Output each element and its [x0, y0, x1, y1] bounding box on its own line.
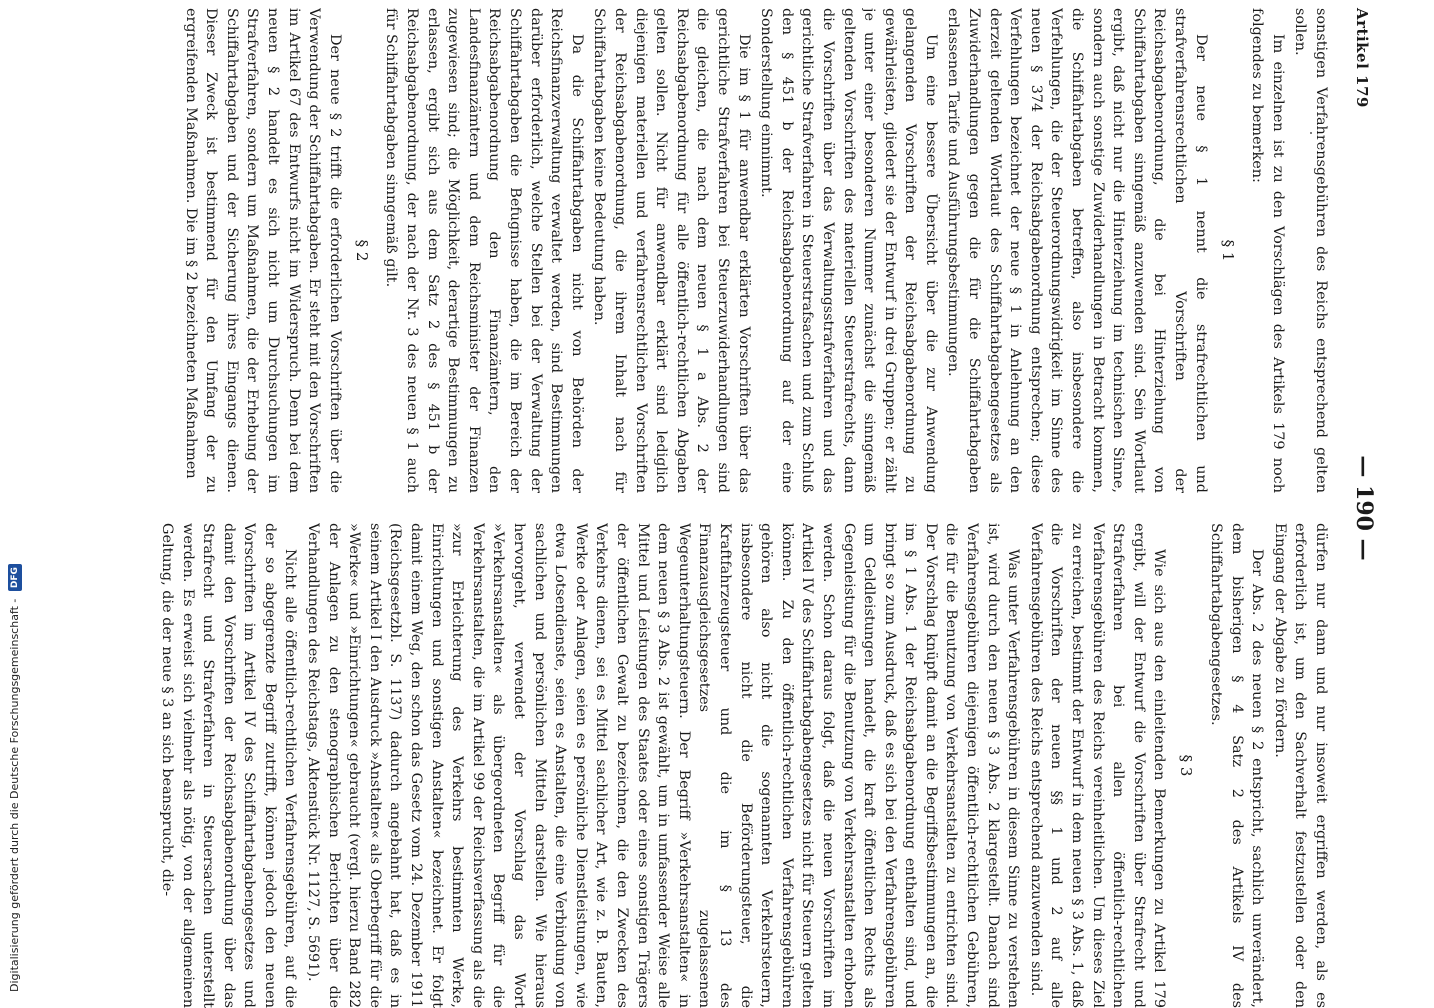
- section-heading: § 2: [352, 239, 371, 262]
- page-number: — 190 —: [1351, 455, 1377, 561]
- digitization-text: Digitalisierung gefördert durch die Deutsche Forschungsgemeinschaft -: [8, 598, 21, 992]
- right-column: [151, 523, 1331, 1008]
- paragraph: Wie sich aus den einleitenden Bemerkungen zu Artikel 179 ergibt, will der Entwurf die Vorschriften über Strafrecht und Strafverfahren bei allen öffentlich-rechtlichen Verfahrensgebühren des Reichs vereinheitlichen. Um dieses Ziel zu erreichen, bestimmt der Entwurf in dem neuen § 3 Abs. 1, daß die Vorschriften der neuen §§ 1 und 2 auf alle Verfahrensgebühren des Reichs entsprechend anzuwenden sind.: [1027, 523, 1168, 1008]
- paragraph: Die im § 1 für anwendbar erklärten Vorschriften über das gerichtliche Strafverfahren bei Steuerzuwiderhandlungen sind die gleichen, die nach dem neuen § 1 a Abs. 2 der Reichsabgabenordnung für alle öffentlich-rechtlichen Abgaben gelten sollen. Nicht für anwendbar erklärt sind lediglich diejenigen materiellen und verfahrensrechtlichen Vorschriften der Reichsabgabenordnung, die ihrem Inhalt nach für Schiffahrtabgaben keine Bedeutung haben.: [591, 8, 752, 493]
- paragraph: sonstigen Verfahrensgebühren des Reichs entsprechend gelten sollen.: [1292, 8, 1329, 493]
- section-heading: § 3: [1177, 754, 1196, 777]
- digitization-notice: [4, 0, 26, 992]
- paragraph: Der neue § 2 trifft die erforderlichen Vorschriften über die Verwendung der Schiffahrtabgaben. Er steht mit den Vorschriften im Artikel 67 des Entwurfs nicht im Widerspruch. Denn bei dem neuen § 2 handelt es sich nicht um Durchsuchungen im Strafverfahren, sondern um Maßnahmen, die der Erhebung der Schiffahrtabgaben und der Sicherung ihres Eingangs dienen. Dieser Zweck ist bestimmend für den Umfang der zu ergreifenden Maßnahmen. Die im § 2 bezeichneten Maßnahmen: [182, 8, 343, 493]
- paragraph: dürfen nur dann und nur insoweit ergriffen werden, als es erforderlich ist, um den Sachverhalt festzustellen oder den Eingang der Abgabe zu fördern.: [1271, 523, 1329, 1008]
- paragraph: Der neue § 1 nennt die strafrechtlichen und strafverfahrensrechtlichen Vorschriften der Reichsabgabenordnung, die bei Hinterziehung von Schiffahrtabgaben sinngemäß anzuwenden sind. Sein Wortlaut ergibt, daß nicht nur die Hinterziehung im technischen Sinne, sondern auch sonstige Zuwiderhandlungen in Betracht kommen, die Schiffahrtabgaben betreffen, also insbesondere die Verfehlungen, die der Steuerordnungswidrigkeit im Sinne des neuen § 374 der Reichsabgabenordnung entsprechen; diese Verfehlungen bezeichnet der neue § 1 in Anlehnung an den derzeit geltenden Wortlaut des Schiffahrtabgabengesetzes als Zuwiderhandlungen gegen die für die Schiffahrtabgaben erlassenen Tarife und Ausführungsbestimmungen.: [945, 8, 1209, 493]
- paragraph: Was unter Verfahrensgebühren in diesem Sinne zu verstehen ist, wird durch den neuen § 3 Abs. 2 klargestellt. Danach sind Verfahrensgebühren diejenigen öffentlich-rechtlichen Gebühren, die für die Benutzung von Verkehrsanstalten zu entrichten sind. Der Vorschlag knüpft damit an die Begriffsbestimmungen an, die im § 1 Abs. 1 der Reichsabgabenordnung enthalten sind, und bringt so zum Ausdruck, daß es sich bei den Verfahrensgebühren um Geldleistungen handelt, die kraft öffentlichen Rechts als Gegenleistung für die Benutzung von Verkehrsanstalten erhoben werden. Schon daraus folgt, daß die neuen Vorschriften im Artikel IV des Schiffahrtabgabengesetzes nicht für Steuern gelten können. Zu den öffentlich-rechtlichen Verfahrensgebühren gehören also nicht die sogenannten Verkehrsteuern, insbesondere nicht die Beförderungsteuer, die Kraftfahrzeugsteuer und die im § 13 des Finanzausgleichsgesetzes zugelassenen Wegeunterhaltungsteuern. Der Begriff »Verkehrsanstalten« in dem neuen § 3 Abs. 2 ist gewählt, um in umfassender Weise alle Mittel und Leistungen des Staates oder eines sonstigen Trägers der öffentlichen Gewalt zu bezeichnen, die den Zwecken des Verkehrs dienen, sei es Mittel sachlicher Art, wie z. B. Bauten, Werke oder Anlagen, seien es persönliche Dienstleistungen, wie etwa Lotsendienste, seien es Anstalten, die eine Verbindung von sachlichen und persönlichen Mitteln darstellen. Wie hieraus hervorgeht, verwendet der Vorschlag das Wort »Verkehrsanstalten« als übergeordneten Begriff für die Verkehrsanstalten, die im Artikel 99 der Reichsverfassung als die »zur Erleichterung des Verkehrs bestimmten Werke, Einrichtungen und sonstigen Anstalten« bezeichnet. Er folgt damit einem Weg, den schon das Gesetz vom 24. Dezember 1911 (Reichsgesetzbl. S. 1137) dadurch angebahnt hat, daß es in seinem Artikel I den Ausdruck »Anstalten« als Oberbegriff für die »Werke« und »Einrichtungen« gebraucht (vergl. hierzu Band 282 der Anlagen zu den stenographischen Berichten über die Verhandlungen des Reichstags, Aktenstück Nr. 1127, S. 5691).: [305, 523, 1022, 1008]
- paragraph: Im einzelnen ist zu den Vorschlägen des Artikels 179 noch folgendes zu bemerken:: [1249, 8, 1286, 493]
- document-page: [145, 8, 1377, 1008]
- left-column: [151, 8, 1331, 493]
- section-heading: § 1: [1218, 239, 1237, 262]
- dfg-logo: DFG: [8, 564, 22, 591]
- article-title: Artikel 179: [1353, 8, 1371, 108]
- paragraph: Um eine bessere Übersicht über die zur Anwendung gelangenden Vorschriften der Reichsabgabenordnung zu gewährleisten, gliedert sie der Entwurf in drei Gruppen; er zählt je unter einer besonderen Nummer zunächst die sinngemäß geltenden Vorschriften des materiellen Steuerstrafrechts, dann die Vorschriften über das Verwaltungsstrafverfahren und das gerichtliche Strafverfahren in Steuerstrafsachen und zum Schluß den § 451 b der Reichsabgabenordnung auf der eine Sonderstellung einnimmt.: [758, 8, 939, 493]
- paragraph: Der Abs. 2 des neuen § 2 entspricht, sachlich unverändert, dem bisherigen § 4 Satz 2 des Artikels IV des Schiffahrtabgabengesetzes.: [1208, 523, 1266, 1008]
- paragraph: Nicht alle öffentlich-rechtlichen Verfahrensgebühren, auf die der so abgegrenzte Begriff zutrifft, können jedoch den neuen Vorschriften im Artikel IV des Schiffahrtabgabengesetzes und damit den Vorschriften der Reichsabgabenordnung über das Strafrecht und Strafverfahren in Steuersachen unterstellt werden. Es erweist sich vielmehr als nötig, von der allgemeinen Geltung, die der neue § 3 an sich beansprucht, die-: [158, 523, 299, 1008]
- text-columns: [151, 8, 1331, 1008]
- paragraph: Da die Schiffahrtabgaben nicht von Behörden der Reichsfinanzverwaltung verwaltet werden, sind Bestimmungen darüber erforderlich, welche Stellen bei der Verwaltung der Schiffahrtabgaben die Befugnisse haben, die im Bereich der Reichsabgabenordnung den Finanzämtern, den Landesfinanzämtern und dem Reichsminister der Finanzen zugewiesen sind; die Möglichkeit, derartige Bestimmungen zu erlassen, ergibt sich aus dem Satz 2 des § 451 b der Reichsabgabenordnung, der nach der Nr. 3 des neuen § 1 auch für Schiffahrtabgaben sinngemäß gilt.: [383, 8, 585, 493]
- running-head: [1341, 8, 1377, 1008]
